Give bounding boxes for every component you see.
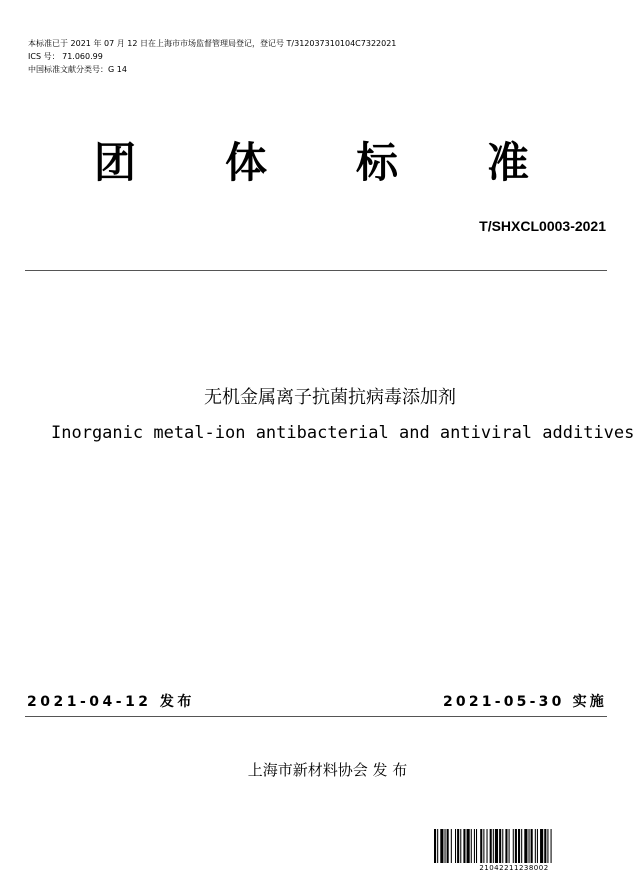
heading-char: 标 — [356, 138, 399, 187]
publish-date: 2021-04-12 发布 — [27, 694, 195, 710]
heading-char: 团 — [94, 138, 137, 187]
barcode-number: 21042211238002 — [479, 864, 549, 872]
standard-code: T/SHXCL0003-2021 — [479, 218, 606, 234]
heading-char: 准 — [487, 138, 530, 187]
chinese-title: 无机金属离子抗菌抗病毒添加剂 — [204, 387, 456, 408]
top-divider — [25, 270, 607, 271]
implement-date: 2021-05-30 实施 — [442, 694, 607, 710]
barcode-icon — [434, 829, 594, 863]
document-type-heading — [0, 138, 635, 188]
bottom-divider — [25, 716, 607, 717]
registration-line: 本标准已于 2021 年 07 月 12 日在上海市市场监督管理局登记，登记号 T/312037310104C7322021 — [28, 39, 397, 48]
english-title: Inorganic metal-ion antibacterial and antiviral additives — [51, 423, 635, 443]
heading-char: 体 — [225, 138, 268, 187]
registration-info — [28, 37, 396, 76]
issuer-line: 上海市新材料协会 发 布 — [247, 761, 408, 779]
classification-number: 中国标准文献分类号：G 14 — [28, 65, 127, 74]
ics-number: ICS 号： 71.060.99 — [28, 52, 103, 61]
